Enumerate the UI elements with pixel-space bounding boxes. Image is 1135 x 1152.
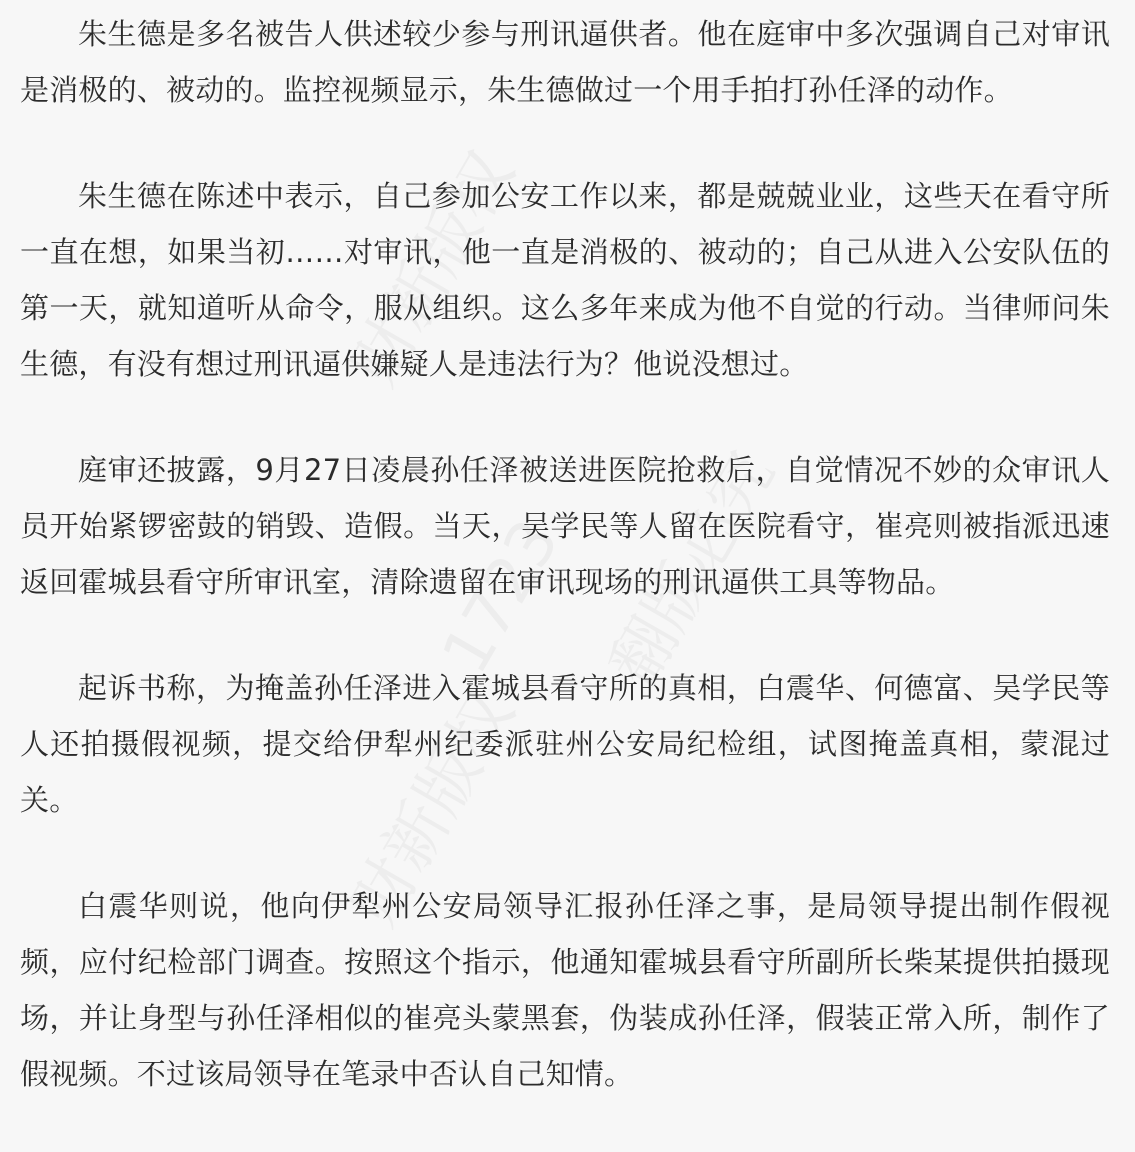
- watermark-text: 1723: [428, 507, 575, 687]
- article-paragraph: 朱生德在陈述中表示，自己参加公安工作以来，都是兢兢业业，这些天在看守所一直在想，如果当初……对审讯，他一直是消极的、被动的；自己从进入公安队伍的第一天，就知道听从命令，服从组织。这么多年来成为他不自觉的行动。当律师问朱生德，有没有想过刑讯逼供嫌疑人是违法行为？他说没想过。: [20, 179, 1110, 381]
- article-paragraph: 庭审还披露，9月27日凌晨孙任泽被送进医院抢救后，自觉情况不妙的众审讯人员开始紧锣密鼓的销毁、造假。当天，吴学民等人留在医院看守，崔亮则被指派迅速返回霍城县看守所审讯室，清除遗留在审讯现场的刑讯逼供工具等物品。: [20, 453, 1110, 599]
- article-body: [20, 6, 1110, 1152]
- watermark-text: 财新版权: [337, 139, 530, 399]
- watermark-text: 财新版权: [337, 679, 530, 939]
- article-paragraph: 起诉书称，为掩盖孙任泽进入霍城县看守所的真相，白震华、何德富、吴学民等人还拍摄假视频，提交给伊犁州纪委派驻州公安局纪检组，试图掩盖真相，蒙混过关。: [20, 671, 1110, 817]
- article-paragraph: 白震华则说，他向伊犁州公安局领导汇报孙任泽之事，是局领导提出制作假视频，应付纪检部门调查。按照这个指示，他通知霍城县看守所副所长柴某提供拍摄现场，并让身型与孙任泽相似的崔亮头蒙黑套，伪装成孙任泽，假装正常入所，制作了假视频。不过该局领导在笔录中否认自己知情。: [20, 889, 1110, 1091]
- watermark-text: 翻版必究: [597, 439, 790, 699]
- article-paragraph: 朱生德是多名被告人供述较少参与刑讯逼供者。他在庭审中多次强调自己对审讯是消极的、被动的。监控视频显示，朱生德做过一个用手拍打孙任泽的动作。: [20, 17, 1110, 107]
